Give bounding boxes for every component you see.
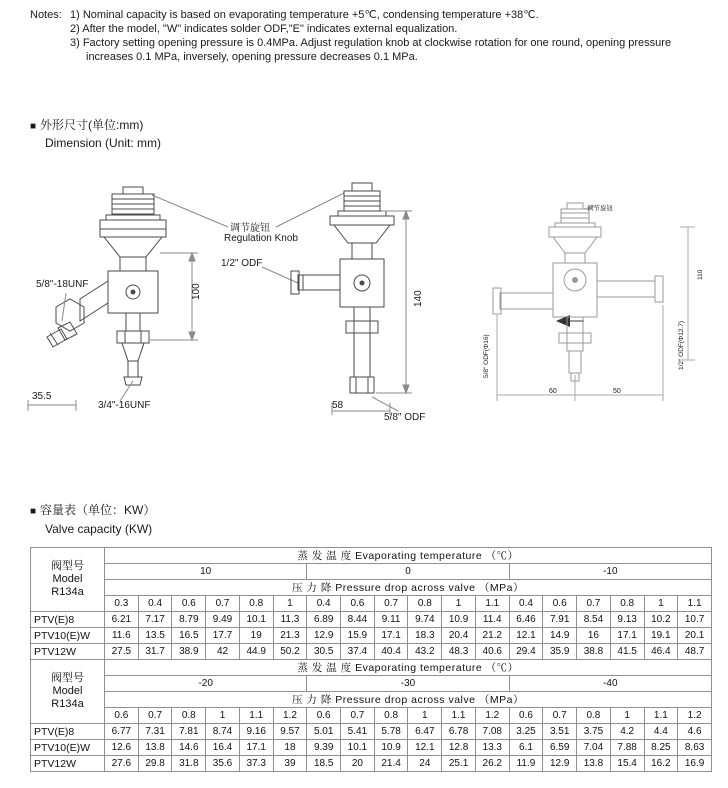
- capacity-value-cell: 18.5: [307, 756, 341, 772]
- capacity-value-cell: 13.5: [138, 628, 172, 644]
- table-row: [31, 756, 712, 772]
- pressure-value-cell: 0.7: [577, 596, 611, 612]
- capacity-value-cell: 14.6: [172, 740, 206, 756]
- pressure-value-cell: 1: [273, 596, 307, 612]
- capacity-value-cell: 5.01: [307, 724, 341, 740]
- fig1-width-dimension: 35.5: [32, 391, 52, 402]
- fig2-inlet-label: 1/2" ODF: [221, 258, 263, 269]
- capacity-value-cell: 27.6: [105, 756, 139, 772]
- pressure-value-cell: 0.7: [138, 708, 172, 724]
- capacity-value-cell: 37.4: [341, 644, 375, 660]
- capacity-value-cell: 8.74: [206, 724, 240, 740]
- notes-label: Notes:: [30, 9, 62, 21]
- capacity-value-cell: 17.1: [374, 628, 408, 644]
- pressure-value-cell: 0.6: [172, 596, 206, 612]
- capacity-value-cell: 8.63: [678, 740, 712, 756]
- capacity-value-cell: 7.81: [172, 724, 206, 740]
- model-header-cell: [31, 548, 105, 612]
- capacity-value-cell: 12.9: [543, 756, 577, 772]
- model-header-line: Model: [52, 685, 83, 697]
- fig1-outlet-thread-label: 3/4"-16UNF: [98, 400, 151, 411]
- capacity-value-cell: 37.3: [239, 756, 273, 772]
- capacity-value-cell: 18: [273, 740, 307, 756]
- capacity-value-cell: 30.5: [307, 644, 341, 660]
- pressure-value-cell: 1: [206, 708, 240, 724]
- capacity-value-cell: 10.1: [239, 612, 273, 628]
- note-item-2: 2) After the model, "W" indicates solder ODF,"E" indicates external equalization.: [70, 23, 458, 35]
- pressure-value-cell: 1.2: [273, 708, 307, 724]
- capacity-value-cell: 31.7: [138, 644, 172, 660]
- capacity-value-cell: 6.59: [543, 740, 577, 756]
- model-header-line: R134a: [51, 698, 84, 710]
- dimension-section-title: [30, 116, 143, 133]
- model-header-cell: [31, 660, 105, 724]
- model-cell: PTV10(E)W: [31, 740, 105, 756]
- evaporating-temperature-header: 蒸 发 温 度 Evaporating temperature （℃）: [105, 660, 712, 676]
- capacity-value-cell: 41.5: [610, 644, 644, 660]
- capacity-value-cell: 17.1: [239, 740, 273, 756]
- temperature-cell: -20: [105, 676, 307, 692]
- capacity-value-cell: 9.16: [239, 724, 273, 740]
- capacity-value-cell: 8.44: [341, 612, 375, 628]
- model-header-line: 阀型号: [51, 560, 84, 572]
- capacity-value-cell: 6.46: [509, 612, 543, 628]
- capacity-value-cell: 11.4: [475, 612, 509, 628]
- valve-drawing-1: [28, 187, 344, 411]
- capacity-value-cell: 15.9: [341, 628, 375, 644]
- pressure-value-cell: 0.3: [105, 596, 139, 612]
- fig3-height-dimension: 110: [697, 269, 704, 280]
- model-cell: PTV(E)8: [31, 724, 105, 740]
- capacity-title-cn: 容量表（单位：KW）: [40, 503, 156, 517]
- capacity-value-cell: 12.9: [307, 628, 341, 644]
- capacity-value-cell: 9.39: [307, 740, 341, 756]
- pressure-value-cell: 1.2: [678, 708, 712, 724]
- capacity-value-cell: 43.2: [408, 644, 442, 660]
- regulation-knob-label-en: Regulation Knob: [224, 233, 298, 244]
- capacity-value-cell: 40.4: [374, 644, 408, 660]
- dimension-title-en: Dimension (Unit: mm): [45, 136, 162, 150]
- model-cell: PTV12W: [31, 644, 105, 660]
- valve-drawing-3: [493, 203, 695, 401]
- capacity-value-cell: 12.6: [105, 740, 139, 756]
- capacity-value-cell: 39: [273, 756, 307, 772]
- capacity-value-cell: 16.2: [644, 756, 678, 772]
- pressure-value-cell: 0.4: [307, 596, 341, 612]
- capacity-value-cell: 11.6: [105, 628, 139, 644]
- capacity-value-cell: 4.4: [644, 724, 678, 740]
- notes-block: [30, 8, 698, 64]
- fig3-right-port-label: 1/2" ODF(Φ12.7): [678, 320, 685, 370]
- capacity-value-cell: 8.25: [644, 740, 678, 756]
- pressure-drop-header: 压 力 降 Pressure drop across valve （MPa）: [105, 692, 712, 708]
- capacity-value-cell: 38.8: [577, 644, 611, 660]
- capacity-value-cell: 50.2: [273, 644, 307, 660]
- capacity-value-cell: 16.4: [206, 740, 240, 756]
- fig2-height-dimension: 140: [413, 290, 424, 307]
- capacity-value-cell: 46.4: [644, 644, 678, 660]
- fig3-left-port-label: 5/8" ODF(Φ16): [483, 334, 490, 378]
- capacity-table: [30, 547, 712, 772]
- capacity-value-cell: 7.04: [577, 740, 611, 756]
- capacity-value-cell: 7.31: [138, 724, 172, 740]
- capacity-value-cell: 3.75: [577, 724, 611, 740]
- capacity-value-cell: 9.49: [206, 612, 240, 628]
- capacity-value-cell: 3.51: [543, 724, 577, 740]
- capacity-value-cell: 10.2: [644, 612, 678, 628]
- capacity-value-cell: 7.08: [475, 724, 509, 740]
- capacity-value-cell: 5.41: [341, 724, 375, 740]
- fig2-width-dimension: 58: [332, 400, 344, 411]
- capacity-value-cell: 12.1: [408, 740, 442, 756]
- capacity-value-cell: 31.8: [172, 756, 206, 772]
- table-row: [31, 628, 712, 644]
- pressure-value-cell: 0.7: [374, 596, 408, 612]
- capacity-value-cell: 9.11: [374, 612, 408, 628]
- pressure-value-cell: 0.7: [206, 596, 240, 612]
- pressure-value-cell: 0.8: [408, 596, 442, 612]
- capacity-value-cell: 6.78: [442, 724, 476, 740]
- capacity-value-cell: 21.2: [475, 628, 509, 644]
- table-row: [31, 740, 712, 756]
- capacity-value-cell: 3.25: [509, 724, 543, 740]
- capacity-title-en: Valve capacity (KW): [45, 522, 153, 536]
- pressure-value-cell: 1: [610, 708, 644, 724]
- capacity-value-cell: 29.8: [138, 756, 172, 772]
- capacity-value-cell: 6.1: [509, 740, 543, 756]
- pressure-value-cell: 1.1: [442, 708, 476, 724]
- capacity-value-cell: 12.8: [442, 740, 476, 756]
- capacity-value-cell: 8.54: [577, 612, 611, 628]
- capacity-value-cell: 44.9: [239, 644, 273, 660]
- pressure-value-cell: 1: [408, 708, 442, 724]
- pressure-value-cell: 0.6: [105, 708, 139, 724]
- temperature-cell: -10: [509, 564, 711, 580]
- pressure-value-cell: 1.1: [644, 708, 678, 724]
- capacity-value-cell: 7.88: [610, 740, 644, 756]
- pressure-value-cell: 0.8: [239, 596, 273, 612]
- model-header-line: 阀型号: [51, 672, 84, 684]
- capacity-value-cell: 9.74: [408, 612, 442, 628]
- pressure-value-cell: 1.1: [475, 596, 509, 612]
- model-header-line: R134a: [51, 586, 84, 598]
- capacity-value-cell: 14.9: [543, 628, 577, 644]
- capacity-value-cell: 7.17: [138, 612, 172, 628]
- model-cell: PTV(E)8: [31, 612, 105, 628]
- pressure-value-cell: 1.2: [475, 708, 509, 724]
- fig1-height-dimension: 100: [191, 283, 202, 300]
- pressure-value-cell: 0.6: [341, 596, 375, 612]
- capacity-value-cell: 48.7: [678, 644, 712, 660]
- capacity-value-cell: 13.8: [138, 740, 172, 756]
- temperature-cell: -30: [307, 676, 509, 692]
- capacity-value-cell: 6.77: [105, 724, 139, 740]
- capacity-value-cell: 9.13: [610, 612, 644, 628]
- capacity-value-cell: 7.91: [543, 612, 577, 628]
- valve-drawing-2: [291, 183, 412, 415]
- capacity-value-cell: 11.3: [273, 612, 307, 628]
- note-item-1: 1) Nominal capacity is based on evaporating temperature +5℃, condensing temperature +38℃.: [70, 9, 539, 21]
- capacity-section-title: [30, 501, 155, 518]
- capacity-value-cell: 6.89: [307, 612, 341, 628]
- fig1-inlet-thread-label: 5/8"-18UNF: [36, 279, 89, 290]
- pressure-drop-header: 压 力 降 Pressure drop across valve （MPa）: [105, 580, 712, 596]
- capacity-value-cell: 6.21: [105, 612, 139, 628]
- temperature-cell: -40: [509, 676, 711, 692]
- capacity-value-cell: 4.6: [678, 724, 712, 740]
- capacity-value-cell: 21.4: [374, 756, 408, 772]
- fig3-dim-right: 50: [613, 388, 621, 395]
- capacity-value-cell: 16.5: [172, 628, 206, 644]
- capacity-value-cell: 48.3: [442, 644, 476, 660]
- dimension-title-cn: 外形尺寸(单位:mm): [40, 118, 144, 132]
- capacity-value-cell: 10.9: [374, 740, 408, 756]
- capacity-value-cell: 8.79: [172, 612, 206, 628]
- capacity-value-cell: 16: [577, 628, 611, 644]
- temperature-cell: 0: [307, 564, 509, 580]
- pressure-value-cell: 0.4: [138, 596, 172, 612]
- capacity-value-cell: 24: [408, 756, 442, 772]
- capacity-value-cell: 20: [341, 756, 375, 772]
- capacity-value-cell: 19: [239, 628, 273, 644]
- capacity-value-cell: 10.9: [442, 612, 476, 628]
- pressure-value-cell: 0.8: [577, 708, 611, 724]
- table-row: [31, 612, 712, 628]
- pressure-value-cell: 0.7: [543, 708, 577, 724]
- capacity-value-cell: 6.47: [408, 724, 442, 740]
- note-item-3: 3) Factory setting opening pressure is 0.4MPa. Adjust regulation knob at clockwise rotation for one round, opening pressure increases 0.1 MPa, inversely, opening pressure decreases 0.1 MPa.: [70, 37, 672, 63]
- capacity-value-cell: 29.4: [509, 644, 543, 660]
- pressure-value-cell: 1: [644, 596, 678, 612]
- evaporating-temperature-header: 蒸 发 温 度 Evaporating temperature （℃）: [105, 548, 712, 564]
- capacity-value-cell: 13.3: [475, 740, 509, 756]
- capacity-value-cell: 20.4: [442, 628, 476, 644]
- pressure-value-cell: 0.8: [172, 708, 206, 724]
- capacity-value-cell: 17.7: [206, 628, 240, 644]
- capacity-value-cell: 9.57: [273, 724, 307, 740]
- model-cell: PTV12W: [31, 756, 105, 772]
- table-half-2: [31, 660, 712, 772]
- pressure-value-cell: 1: [442, 596, 476, 612]
- table-row: [31, 724, 712, 740]
- capacity-value-cell: 17.1: [610, 628, 644, 644]
- capacity-value-cell: 19.1: [644, 628, 678, 644]
- capacity-value-cell: 42: [206, 644, 240, 660]
- capacity-value-cell: 10.1: [341, 740, 375, 756]
- model-header-line: Model: [52, 573, 83, 585]
- temperature-cell: 10: [105, 564, 307, 580]
- pressure-value-cell: 0.6: [543, 596, 577, 612]
- table-half-1: [31, 548, 712, 660]
- fig3-knob-label: 调节旋钮: [587, 205, 613, 212]
- pressure-value-cell: 1.1: [239, 708, 273, 724]
- fig3-dim-left: 60: [549, 388, 557, 395]
- capacity-value-cell: 12.1: [509, 628, 543, 644]
- model-cell: PTV10(E)W: [31, 628, 105, 644]
- table-row: [31, 644, 712, 660]
- capacity-value-cell: 25.1: [442, 756, 476, 772]
- pressure-value-cell: 0.8: [374, 708, 408, 724]
- pressure-value-cell: 0.8: [610, 596, 644, 612]
- square-bullet-icon: ■: [30, 506, 37, 517]
- pressure-value-cell: 0.7: [341, 708, 375, 724]
- pressure-value-cell: 0.4: [509, 596, 543, 612]
- capacity-value-cell: 26.2: [475, 756, 509, 772]
- capacity-value-cell: 11.9: [509, 756, 543, 772]
- capacity-value-cell: 18.3: [408, 628, 442, 644]
- capacity-value-cell: 35.6: [206, 756, 240, 772]
- capacity-value-cell: 10.7: [678, 612, 712, 628]
- capacity-value-cell: 38.9: [172, 644, 206, 660]
- capacity-value-cell: 27.5: [105, 644, 139, 660]
- pressure-value-cell: 0.6: [307, 708, 341, 724]
- square-bullet-icon: ■: [30, 121, 37, 132]
- capacity-value-cell: 4.2: [610, 724, 644, 740]
- capacity-value-cell: 15.4: [610, 756, 644, 772]
- capacity-value-cell: 21.3: [273, 628, 307, 644]
- capacity-value-cell: 13.8: [577, 756, 611, 772]
- pressure-value-cell: 1.1: [678, 596, 712, 612]
- pressure-value-cell: 0.6: [509, 708, 543, 724]
- capacity-value-cell: 16.9: [678, 756, 712, 772]
- fig2-outlet-label: 5/8" ODF: [384, 412, 426, 423]
- regulation-knob-label-cn: 调节旋钮: [230, 223, 270, 234]
- capacity-value-cell: 20.1: [678, 628, 712, 644]
- capacity-value-cell: 40.6: [475, 644, 509, 660]
- capacity-value-cell: 5.78: [374, 724, 408, 740]
- capacity-value-cell: 35.9: [543, 644, 577, 660]
